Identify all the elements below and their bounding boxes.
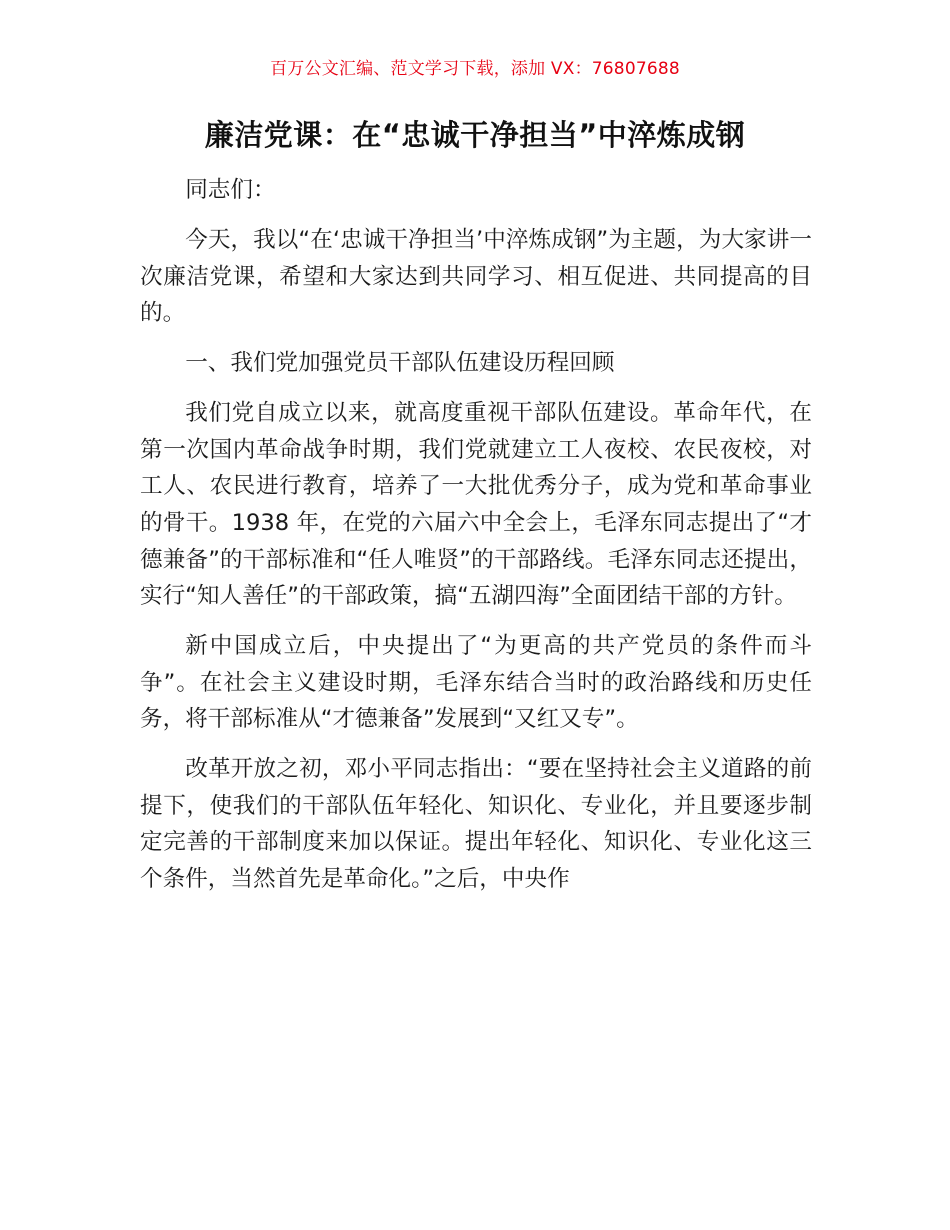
watermark-header: 百万公文汇编、范文学习下载，添加 VX：76807688 bbox=[270, 59, 680, 79]
document-body bbox=[140, 172, 812, 911]
paragraph-revolution-era: 我们党自成立以来，就高度重视干部队伍建设。革命年代，在第一次国内革命战争时期，我们党就建立工人夜校、农民夜校，对工人、农民进行教育，培养了一大批优秀分子，成为党和革命事业的骨干。1938 年，在党的六届六中全会上，毛泽东同志提出了“才德兼备”的干部标准和“任人唯贤”的干部路线。毛泽东同志还提出，实行“知人善任”的干部政策，搞“五湖四海”全面团结干部的方针。 bbox=[140, 400, 812, 610]
paragraph-reform-opening: 改革开放之初，邓小平同志指出：“要在坚持社会主义道路的前提下，使我们的干部队伍年轻化、知识化、专业化，并且要逐步制定完善的干部制度来加以保证。提出年轻化、知识化、专业化这三个条件，当然首先是革命化。”之后，中央作 bbox=[140, 756, 812, 893]
section-heading-1: 一、我们党加强党员干部队伍建设历程回顾 bbox=[185, 350, 615, 377]
paragraph-new-china: 新中国成立后，中央提出了“为更高的共产党员的条件而斗争”。在社会主义建设时期，毛泽东结合当时的政治路线和历史任务，将干部标准从“才德兼备”发展到“又红又专”。 bbox=[140, 633, 812, 733]
paragraph-greeting: 同志们： bbox=[185, 177, 276, 203]
paragraph-intro: 今天，我以“在‘忠诚干净担当’中淬炼成钢”为主题，为大家讲一次廉洁党课，希望和大家达到共同学习、相互促进、共同提高的目的。 bbox=[140, 226, 812, 327]
document-title: 廉洁党课：在“忠诚干净担当”中淬炼成钢 bbox=[204, 118, 746, 152]
